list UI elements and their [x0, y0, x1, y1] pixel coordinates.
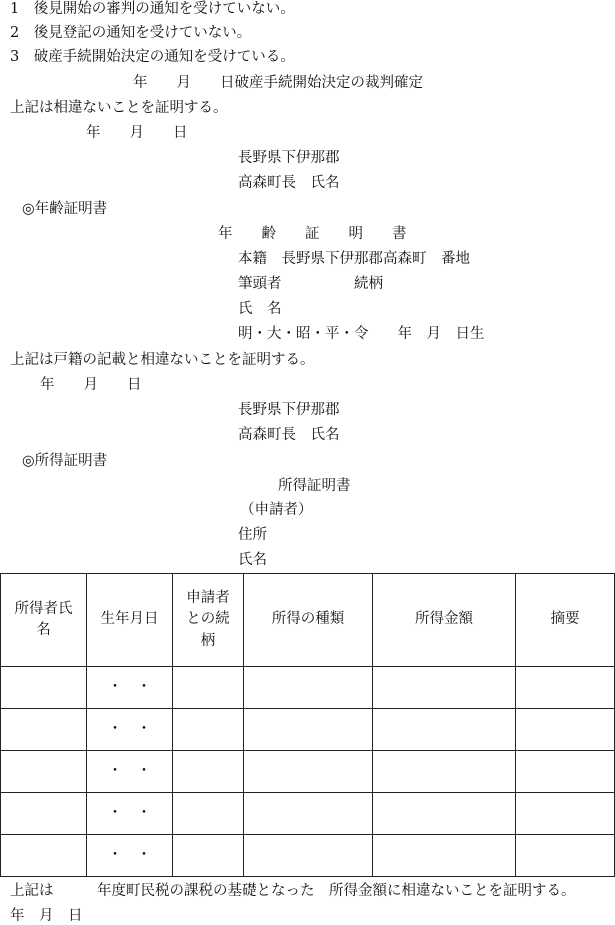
table-cell[interactable] — [1, 835, 87, 877]
table-cell[interactable] — [173, 793, 244, 835]
mayor-name-1: 高森町長 氏名 — [238, 175, 340, 191]
header-relationship: 申請者との続柄 — [173, 574, 244, 667]
table-cell[interactable] — [244, 793, 373, 835]
table-cell[interactable] — [173, 835, 244, 877]
table-cell[interactable] — [1, 751, 87, 793]
header-income-earner-name: 所得者氏名 — [1, 574, 87, 667]
table-row — [1, 793, 615, 835]
income-certificate-heading: ◎所得証明書 — [22, 453, 108, 469]
table-cell[interactable] — [244, 667, 373, 709]
table-cell[interactable] — [373, 709, 516, 751]
honseki-line: 本籍 長野県下伊那郡高森町 番地 — [238, 251, 470, 267]
certify-statement-2: 上記は戸籍の記載と相違ないことを証明する。 — [10, 352, 315, 368]
date-line-1: 年 月 日 — [86, 125, 188, 141]
table-cell[interactable] — [516, 835, 615, 877]
item-3: 3 破産手続開始決定の通知を受けている。 — [10, 49, 295, 65]
table-cell[interactable]: ・ ・ — [87, 835, 173, 877]
table-cell[interactable] — [516, 667, 615, 709]
income-certificate-title: 所得証明書 — [278, 478, 351, 494]
date-line-2: 年 月 日 — [40, 377, 142, 393]
header-remarks: 摘要 — [516, 574, 615, 667]
table-cell[interactable] — [173, 751, 244, 793]
table-cell[interactable]: ・ ・ — [87, 793, 173, 835]
item-1: 1 後見開始の審判の通知を受けていない。 — [10, 1, 295, 17]
certify-statement-3: 上記は 年度町民税の課税の基礎となった 所得金額に相違ないことを証明する。 — [10, 883, 576, 899]
table-cell[interactable] — [244, 709, 373, 751]
table-cell[interactable]: ・ ・ — [87, 751, 173, 793]
income-table — [0, 573, 615, 877]
table-row — [1, 667, 615, 709]
age-certificate-heading: ◎年齢証明書 — [22, 201, 108, 217]
table-cell[interactable] — [516, 793, 615, 835]
mayor-address-1: 長野県下伊那郡 — [238, 150, 340, 166]
table-cell[interactable] — [1, 667, 87, 709]
table-cell[interactable]: ・ ・ — [87, 709, 173, 751]
table-cell[interactable] — [373, 751, 516, 793]
table-row — [1, 835, 615, 877]
mayor-address-2: 長野県下伊那郡 — [238, 402, 340, 418]
table-cell[interactable] — [373, 667, 516, 709]
item-2: 2 後見登記の通知を受けていない。 — [10, 25, 252, 41]
age-certificate-title: 年 齢 証 明 書 — [218, 226, 407, 242]
table-cell[interactable] — [1, 709, 87, 751]
table-row — [1, 751, 615, 793]
name-line: 氏 名 — [238, 301, 282, 317]
table-row — [1, 709, 615, 751]
table-header-row — [1, 574, 615, 667]
certify-statement-1: 上記は相違ないことを証明する。 — [10, 100, 228, 116]
table-cell[interactable] — [1, 793, 87, 835]
applicant-name-label: 氏名 — [238, 552, 267, 568]
header-income-type: 所得の種類 — [244, 574, 373, 667]
table-cell[interactable] — [373, 835, 516, 877]
header-income-amount: 所得金額 — [373, 574, 516, 667]
bankruptcy-date-line: 年 月 日破産手続開始決定の裁判確定 — [133, 75, 423, 91]
table-cell[interactable] — [516, 709, 615, 751]
header-birth-date: 生年月日 — [87, 574, 173, 667]
table-cell[interactable] — [516, 751, 615, 793]
address-label: 住所 — [238, 527, 267, 543]
date-line-3: 年 月 日 — [10, 908, 83, 924]
hittousha-line: 筆頭者 続柄 — [238, 276, 383, 292]
table-cell[interactable] — [244, 835, 373, 877]
applicant-label: （申請者） — [240, 502, 313, 518]
table-cell[interactable] — [244, 751, 373, 793]
table-cell[interactable] — [373, 793, 516, 835]
table-cell[interactable] — [173, 667, 244, 709]
table-cell[interactable] — [173, 709, 244, 751]
table-cell[interactable]: ・ ・ — [87, 667, 173, 709]
mayor-name-2: 高森町長 氏名 — [238, 427, 340, 443]
birth-era-line: 明・大・昭・平・令 年 月 日生 — [238, 326, 485, 342]
